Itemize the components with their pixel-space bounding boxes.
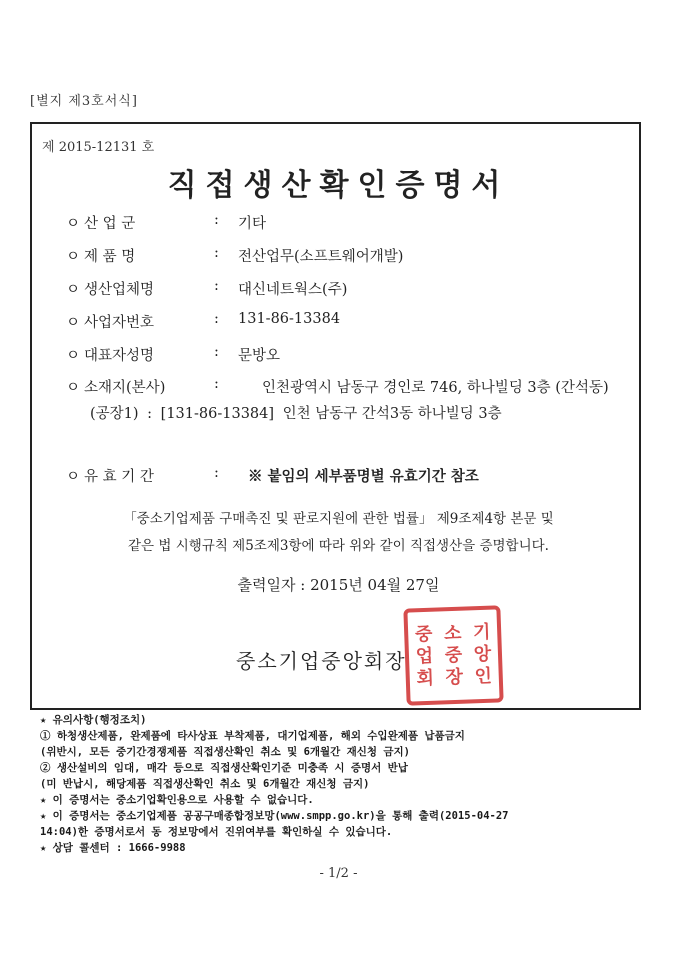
notes-section: [40, 712, 509, 856]
note-line: ① 하청생산제품, 완제품에 타사상표 부착제품, 대기업제품, 해외 수입완제품 납품금지: [40, 730, 465, 742]
official-seal: [403, 605, 503, 705]
note-line: (위반시, 모든 중기간경쟁제품 직접생산확인 취소 및 6개월간 재신청 금지): [40, 746, 411, 758]
note-line: 14:04)한 증명서로서 동 정보망에서 진위여부를 확인하실 수 있습니다.: [40, 826, 393, 838]
field-label: 유 효 기 간: [84, 469, 154, 485]
page-number: - 1/2 -: [319, 866, 358, 881]
field-colon: :: [214, 245, 219, 261]
field-value: 인천광역시 남동구 경인로 746, 하나빌딩 3층 (간석동): [262, 380, 609, 396]
seal-char: 중: [414, 623, 433, 645]
seal-char: 기: [472, 621, 491, 643]
bullet: ㅇ: [66, 249, 81, 265]
issuer-name: 중소기업중앙회장: [236, 649, 407, 673]
field-colon: :: [214, 376, 219, 392]
note-line: ★ 이 증명서는 중소기업확인용으로 사용할 수 없습니다.: [40, 794, 314, 806]
factory-line: [90, 402, 506, 423]
certificate-title: 직접생산확인증명서: [167, 168, 510, 203]
seal-char: 업: [415, 645, 434, 667]
factory-address: 인천 남동구 간석3동 하나빌딩 3층: [282, 406, 502, 422]
seal-char: 중: [444, 644, 463, 666]
seal-char: 소: [443, 622, 462, 644]
field-colon: :: [214, 344, 219, 360]
factory-label: (공장1): [90, 406, 139, 422]
field-value: 기타: [238, 216, 267, 232]
bullet: ㅇ: [66, 282, 81, 298]
field-colon: :: [214, 212, 219, 228]
field-colon: :: [214, 278, 219, 294]
bullet: ㅇ: [66, 469, 81, 485]
note-line: ★ 이 증명서는 중소기업제품 공공구매종합정보망(www.smpp.go.kr)을 통해 출력(2015-04-27: [40, 810, 509, 822]
legal-text-line: 「중소기업제품 구매촉진 및 판로지원에 관한 법률」 제9조제4항 본문 및: [123, 511, 554, 527]
field-value: 대신네트웍스(주): [238, 282, 348, 298]
field-label: 산 업 군: [84, 216, 136, 232]
note-line: (미 반납시, 해당제품 직접생산확인 취소 및 6개월간 재신청 금지): [40, 778, 370, 790]
validity-value: ※ 붙임의 세부품명별 유효기간 참조: [248, 468, 479, 485]
print-date: 출력일자 : 2015년 04월 27일: [237, 576, 440, 594]
field-label: 소재지(본사): [84, 380, 166, 396]
field-label: 사업자번호: [84, 315, 155, 331]
seal-char: 인: [474, 665, 493, 687]
bullet: ㅇ: [66, 348, 81, 364]
factory-number: [131-86-13384]: [160, 406, 275, 422]
form-label: [별지 제3호서식]: [30, 94, 138, 109]
seal-char: 회: [416, 667, 435, 689]
field-label: 대표자성명: [84, 348, 155, 364]
bullet: ㅇ: [66, 315, 81, 331]
bullet: ㅇ: [66, 216, 81, 232]
field-colon: :: [214, 465, 219, 481]
field-value: 131-86-13384: [238, 311, 341, 327]
note-line: ★ 상담 콜센터 : 1666-9988: [40, 842, 186, 854]
seal-char: 장: [445, 666, 464, 688]
field-label: 생산업체명: [84, 282, 155, 298]
field-colon: :: [214, 311, 219, 327]
bullet: ㅇ: [66, 380, 81, 396]
notes-heading: ★ 유의사항(행정조치): [40, 714, 147, 726]
document-number: 제 2015-12131 호: [42, 140, 155, 155]
field-value: 문방오: [238, 348, 281, 364]
legal-text-line: 같은 법 시행규칙 제5조제3항에 따라 위와 같이 직접생산을 증명합니다.: [128, 538, 549, 554]
factory-colon: :: [147, 406, 153, 422]
field-value: 전산업무(소프트웨어개발): [238, 249, 404, 265]
seal-char: 앙: [473, 643, 492, 665]
note-line: ② 생산설비의 임대, 매각 등으로 직접생산확인기준 미충족 시 증명서 반납: [40, 762, 408, 774]
field-label: 제 품 명: [84, 249, 136, 265]
